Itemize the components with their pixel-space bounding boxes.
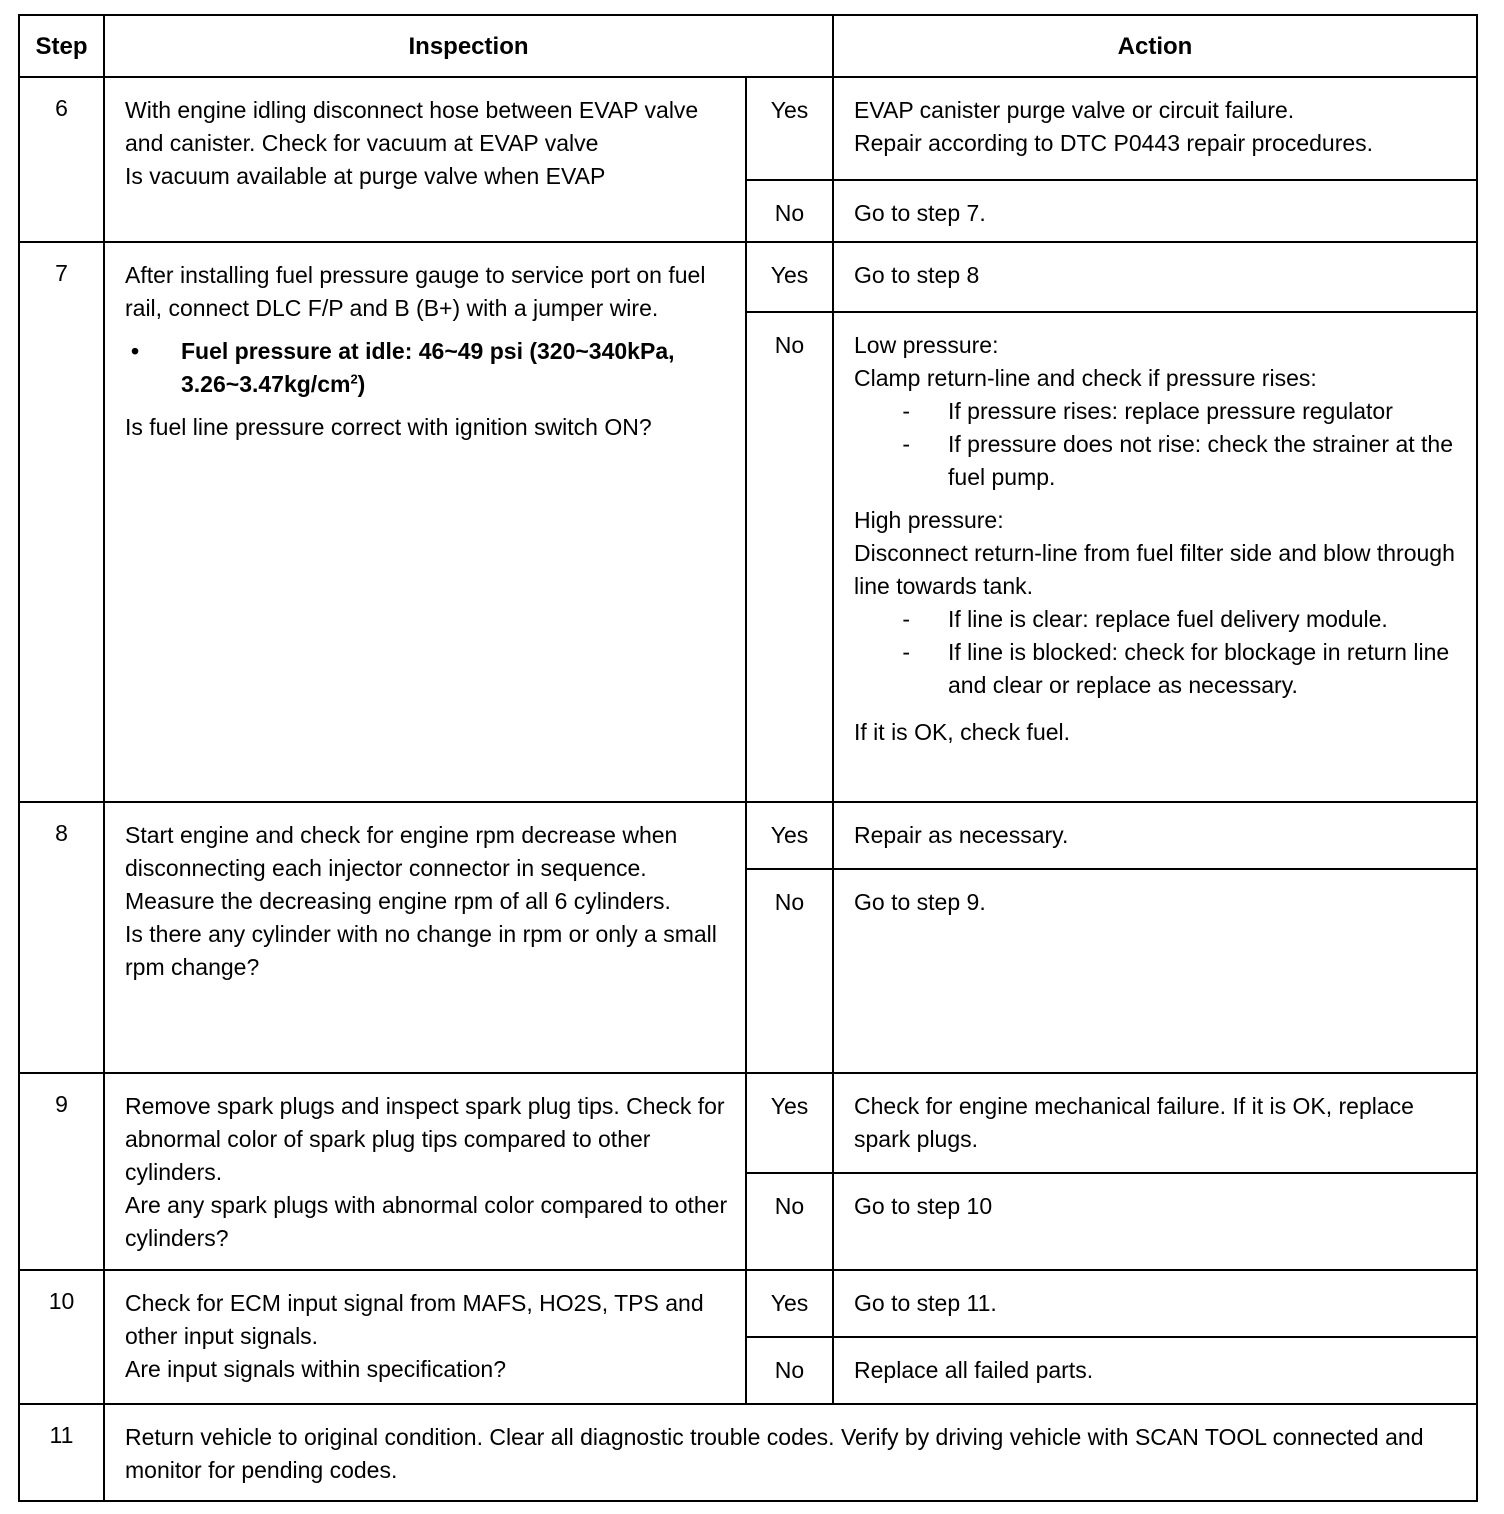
header-row [19, 15, 1477, 77]
inspection-cell [104, 1073, 746, 1270]
table-row [19, 802, 1477, 869]
yes-action: Repair as necessary. [833, 802, 1477, 869]
inspection-text: Remove spark plugs and inspect spark plug tips. Check for abnormal color of spark plug tips compared to other cylinders. [125, 1093, 725, 1185]
yes-label: Yes [746, 1270, 833, 1337]
list-item: - If pressure rises: replace pressure regulator [902, 398, 1393, 424]
inspection-cell [104, 77, 746, 242]
no-action-footer: If it is OK, check fuel. [854, 719, 1071, 745]
yes-action: Go to step 8 [833, 242, 1477, 312]
step-number: 6 [19, 77, 104, 242]
no-action: Replace all failed parts. [833, 1337, 1477, 1404]
table-row [19, 1270, 1477, 1337]
no-action: Go to step 10 [833, 1173, 1477, 1270]
no-label: No [746, 869, 833, 1073]
step-number: 10 [19, 1270, 104, 1404]
high-pressure-text: Disconnect return-line from fuel filter side and blow through line towards tank. [854, 540, 1455, 599]
final-step-text: Return vehicle to original condition. Clear all diagnostic trouble codes. Verify by driving vehicle with SCAN TOOL connected and monitor for pending codes. [104, 1404, 1477, 1501]
no-label: No [746, 312, 833, 802]
low-pressure-text: Clamp return-line and check if pressure rises: [854, 365, 1317, 391]
inspection-question: Is vacuum available at purge valve when EVAP [125, 163, 606, 189]
yes-label: Yes [746, 802, 833, 869]
inspection-question: Is fuel line pressure correct with ignition switch ON? [125, 414, 652, 440]
inspection-cell [104, 802, 746, 1073]
step-number: 7 [19, 242, 104, 802]
yes-action [833, 77, 1477, 180]
inspection-question: Is there any cylinder with no change in rpm or only a small rpm change? [125, 921, 717, 980]
table-row [19, 242, 1477, 312]
yes-label: Yes [746, 77, 833, 180]
yes-action: Go to step 11. [833, 1270, 1477, 1337]
inspection-text: After installing fuel pressure gauge to service port on fuel rail, connect DLC F/P and B (B+) with a jumper wire. [125, 262, 706, 321]
action-text: EVAP canister purge valve or circuit failure. [854, 97, 1295, 123]
spec-bullet [125, 335, 731, 401]
inspection-text: Start engine and check for engine rpm decrease when disconnecting each injector connector in sequence. [125, 822, 678, 881]
inspection-question: Are any spark plugs with abnormal color compared to other cylinders? [125, 1192, 728, 1251]
yes-label: Yes [746, 242, 833, 312]
diagnostic-table [18, 14, 1478, 1502]
table-row [19, 1404, 1477, 1501]
inspection-text: With engine idling disconnect hose between EVAP valve and canister. Check for vacuum at EVAP valve [125, 97, 699, 156]
list-item: - If pressure does not rise: check the strainer at the fuel pump. [902, 431, 1453, 490]
no-action: Go to step 7. [833, 180, 1477, 242]
inspection-cell [104, 242, 746, 802]
table-row [19, 1073, 1477, 1173]
step-number: 9 [19, 1073, 104, 1270]
bullet-icon: • [131, 338, 140, 364]
no-label: No [746, 1173, 833, 1270]
list-item: - If line is blocked: check for blockage in return line and clear or replace as necessary. [902, 639, 1450, 698]
step-number: 8 [19, 802, 104, 1073]
yes-label: Yes [746, 1073, 833, 1173]
no-label: No [746, 180, 833, 242]
no-action [833, 312, 1477, 802]
no-label: No [746, 1337, 833, 1404]
low-pressure-title: Low pressure: [854, 332, 999, 358]
step-number: 11 [19, 1404, 104, 1501]
yes-action: Check for engine mechanical failure. If it is OK, replace spark plugs. [833, 1073, 1477, 1173]
list-item: - If line is clear: replace fuel delivery module. [902, 606, 1388, 632]
header-action: Action [833, 15, 1477, 77]
inspection-text: Measure the decreasing engine rpm of all 6 cylinders. [125, 888, 671, 914]
action-text: Repair according to DTC P0443 repair procedures. [854, 130, 1374, 156]
inspection-question: Are input signals within specification? [125, 1356, 506, 1382]
spec-text: Fuel pressure at idle: 46~49 psi (320~340kPa, $3.26\sim 3.47kg/cm^2$) [181, 338, 675, 397]
header-step: Step [19, 15, 104, 77]
table-row [19, 77, 1477, 180]
header-inspection: Inspection [104, 15, 833, 77]
inspection-text: Check for ECM input signal from MAFS, HO2S, TPS and other input signals. [125, 1290, 704, 1349]
high-pressure-title: High pressure: [854, 507, 1004, 533]
inspection-cell [104, 1270, 746, 1404]
no-action: Go to step 9. [833, 869, 1477, 1073]
